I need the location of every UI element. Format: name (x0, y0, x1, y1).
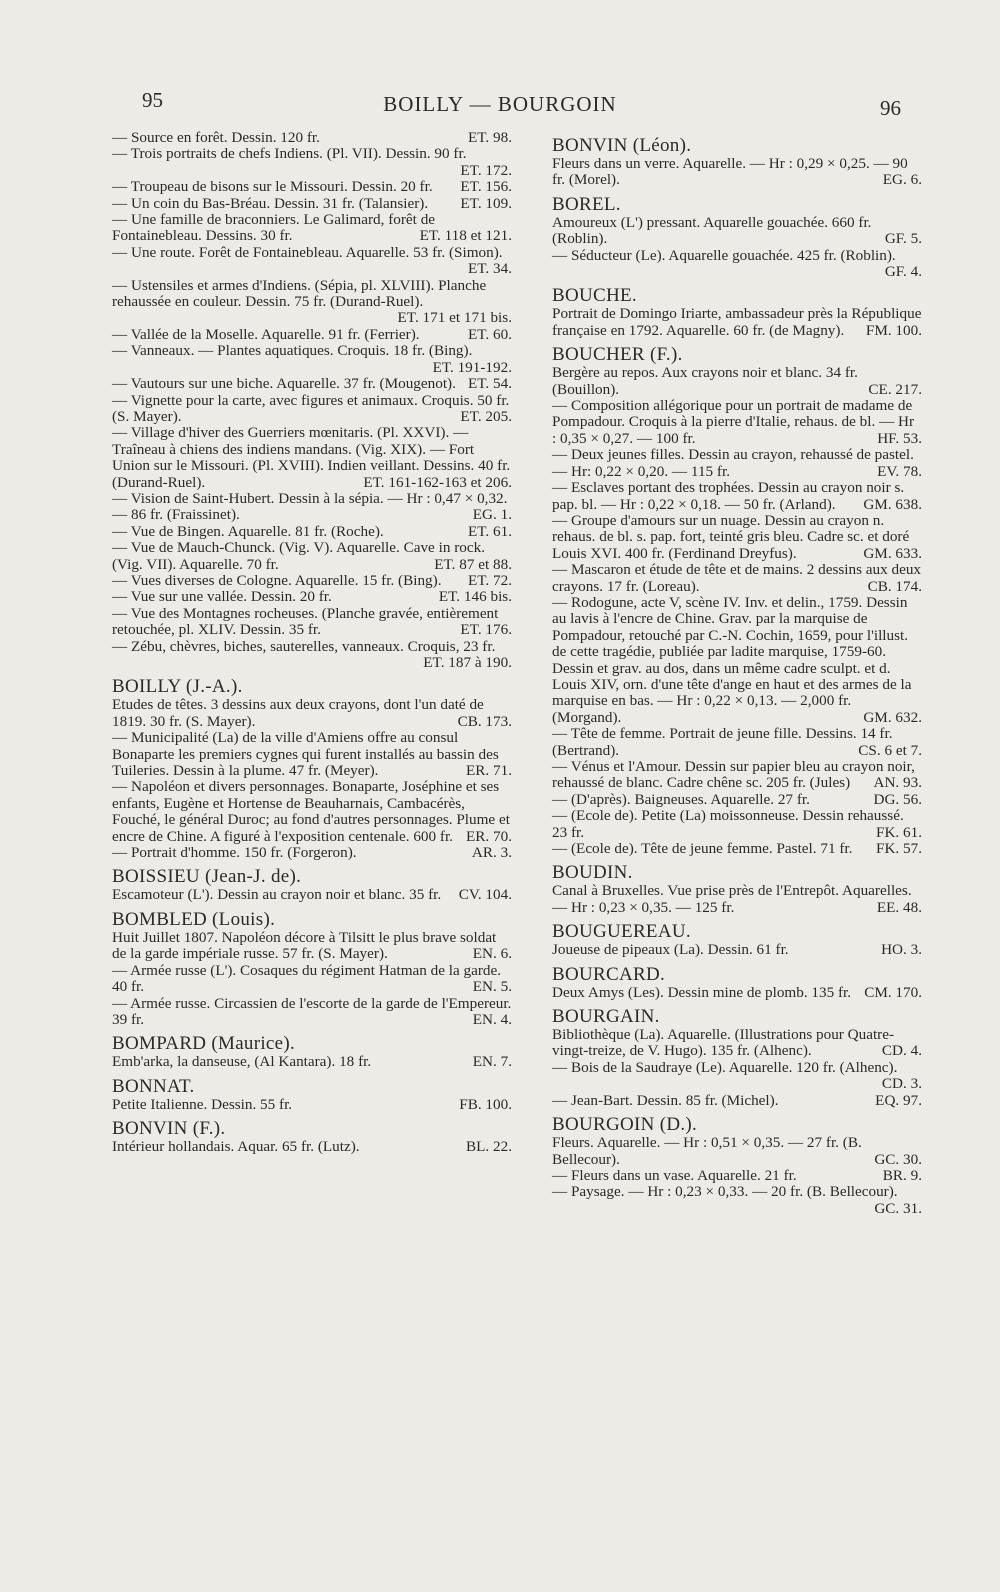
sale-reference: CM. 170. (864, 983, 922, 1001)
entry-text: Petite Italienne. Dessin. 55 fr. (112, 1095, 293, 1113)
page-number-right: 96 (880, 96, 901, 120)
sale-reference: CB. 173. (457, 712, 512, 730)
entry-text: — Troupeau de bisons sur le Missouri. Dessin. 20 fr. (112, 178, 433, 196)
entry-text: — Armée russe (L'). Cosaques du régiment Hatman de la garde. 40 fr. (112, 961, 502, 996)
entry-text: Deux Amys (Les). Dessin mine de plomb. 135 fr. (552, 983, 852, 1001)
catalog-entry (112, 540, 512, 573)
sale-reference: ET. 156. (460, 178, 512, 196)
entry-text: — Zébu, chèvres, biches, sauterelles, vanneaux. Croquis, 23 fr. (112, 637, 496, 655)
entry-text: — Vénus et l'Amour. Dessin sur papier bleu au crayon noir, rehaussé de blanc. Cadre chêne sc. 205 fr. (Jules) (552, 758, 915, 792)
artist-heading: BOILLY (J.-A.). (112, 676, 243, 698)
catalog-entry (112, 278, 512, 327)
sale-reference: HO. 3. (881, 941, 922, 959)
entry-text: Canal à Bruxelles. Vue prise près de l'Entrepôt. Aquarelles.— Hr : 0,23 × 0,35. — 125 fr. (552, 882, 912, 916)
catalog-entry (552, 1168, 922, 1184)
entry-text: — Esclaves portant des trophées. Dessin au crayon noir s. pap. bl. — Hr : 0,22 × 0,18. — 50 fr. (Arland). (552, 479, 905, 513)
sale-reference: EG. 6. (882, 171, 922, 189)
entry-text: Bibliothèque (La). Aquarelle. (Illustrations pour Quatre-vingt-treize, de V. Hugo). 135 fr. (Alhenc). (552, 1026, 895, 1060)
sale-reference: EG. 1. (472, 506, 512, 524)
sale-reference: CD. 3. (881, 1075, 922, 1093)
catalog-entry (552, 480, 922, 513)
entry-text: — Une famille de braconniers. Le Galimard, forêt de Fontainebleau. Dessins. 30 fr. (112, 211, 436, 245)
entry-text: — Jean-Bart. Dessin. 85 fr. (Michel). (552, 1091, 779, 1109)
sale-reference: HF. 53. (877, 429, 922, 447)
entry-text: — Groupe d'amours sur un nuage. Dessin au crayon n. rehaus. de bl. s. pap. fort, teinté gris bleu. Cadre sc. et doré Louis XVI. 400 fr. (Ferdinand Dreyfus). (552, 511, 910, 562)
entry-text: Emb'arka, la danseuse, (Al Kantara). 18 fr. (112, 1053, 372, 1071)
sale-reference: BR. 9. (882, 1166, 922, 1184)
sale-reference: EN. 4. (472, 1010, 512, 1028)
catalog-entry (552, 1093, 922, 1109)
sale-reference: BL. 22. (466, 1138, 512, 1156)
artist-heading: BOURGOIN (D.). (552, 1114, 698, 1136)
entry-text: — Séducteur (Le). Aquarelle gouachée. 425 fr. (Roblin). (552, 246, 896, 264)
sale-reference: EN. 6. (472, 945, 512, 963)
sale-reference: GC. 31. (874, 1199, 922, 1217)
entry-text: — Trois portraits de chefs Indiens. (Pl. VII). Dessin. 90 fr. (112, 145, 467, 163)
catalog-entry (552, 365, 922, 398)
sale-reference: GF. 4. (884, 263, 922, 281)
catalog-entry (112, 146, 512, 179)
catalog-entry (112, 996, 512, 1029)
entry-text: — Vision de Saint-Hubert. Dessin à la sépia. — Hr : 0,47 × 0,32. — 86 fr. (Fraissinet). (112, 489, 508, 524)
entry-text: — (Ecole de). Petite (La) moissonneuse. Dessin rehaussé. 23 fr. (552, 807, 904, 841)
catalog-entry (552, 595, 922, 726)
artist-heading: BONVIN (F.). (112, 1118, 226, 1140)
entry-text: — Vallée de la Moselle. Aquarelle. 91 fr. (Ferrier). (112, 325, 420, 343)
catalog-entry (112, 491, 512, 524)
artist-heading: BONNAT. (112, 1075, 195, 1097)
catalog-entry (112, 130, 512, 146)
entry-text: — Vignette pour la carte, avec figures et animaux. Croquis. 50 fr. (S. Mayer). (112, 391, 510, 425)
artist-heading: BOUGUEREAU. (552, 921, 691, 943)
sale-reference: ET. 61. (467, 522, 512, 540)
entry-text: Escamoteur (L'). Dessin au crayon noir et blanc. 35 fr. (112, 886, 442, 904)
sale-reference: ET. 176. (460, 621, 512, 639)
catalog-entry (112, 327, 512, 343)
left-column (112, 130, 512, 1156)
catalog-entry (112, 425, 512, 491)
sale-reference: ET. 172. (460, 161, 512, 179)
entry-text: — Composition allégorique pour un portrait de madame de Pompadour. Croquis à la pierre d'Italie, rehaus. de bl. — Hr : 0,35 × 0,27. — 100 fr. (552, 397, 915, 447)
catalog-entry (112, 376, 512, 392)
sale-reference: CE. 217. (868, 380, 922, 398)
catalog-entry (552, 1060, 922, 1093)
sale-reference: ET. 72. (467, 571, 512, 589)
sale-reference: AN. 93. (873, 774, 922, 792)
artist-heading: BONVIN (Léon). (552, 135, 692, 156)
catalog-entry (112, 845, 512, 861)
sale-reference: ET. 161-162-163 et 206. (363, 473, 512, 491)
catalog-entry (552, 562, 922, 595)
artist-heading: BOREL. (552, 193, 621, 215)
sale-reference: ET. 187 à 190. (423, 654, 512, 671)
catalog-entry (552, 841, 922, 857)
sale-reference: ET. 54. (467, 375, 512, 393)
entry-text: — Vue des Montagnes rocheuses. (Planche gravée, entièrement retouchée, pl. XLIV. Dessin. 35 fr. (112, 604, 499, 639)
catalog-entry (112, 524, 512, 540)
sale-reference: GF. 5. (884, 230, 922, 248)
sale-reference: ET. 191-192. (432, 358, 512, 376)
sale-reference: EQ. 97. (875, 1091, 922, 1109)
sale-reference: DG. 56. (873, 790, 922, 808)
sale-reference: EN. 5. (472, 978, 512, 996)
entry-text: — Fleurs dans un vase. Aquarelle. 21 fr. (552, 1166, 797, 1184)
catalog-entry (552, 248, 922, 281)
catalog-entry (552, 1027, 922, 1060)
catalog-entry (112, 589, 512, 605)
entry-text: — Mascaron et étude de tête et de mains. 2 dessins aux deux crayons. 17 fr. (Loreau). (552, 561, 922, 595)
artist-heading: BOUDIN. (552, 862, 633, 884)
sale-reference: ET. 171 et 171 bis. (397, 309, 512, 327)
catalog-entry (552, 306, 922, 339)
entry-text: Etudes de têtes. 3 dessins aux deux crayons, dont l'un daté de 1819. 30 fr. (S. Mayer). (112, 696, 484, 730)
sale-reference: CB. 174. (867, 577, 922, 595)
sale-reference: FB. 100. (459, 1095, 512, 1113)
entry-text: — Village d'hiver des Guerriers mœnitaris. (Pl. XXVI). — Traîneau à chiens des indiens mandans. (Vig. XIX). — Fort Union sur le Missouri. (Pl. XVIII). Indien veillant. Dessins. 40 fr. (Durand-Ruel). (112, 424, 511, 491)
sale-reference: AR. 3. (471, 844, 512, 862)
catalog-entry (112, 639, 512, 672)
sale-reference: CD. 4. (881, 1042, 922, 1060)
running-title: BOILLY — BOURGOIN (383, 92, 617, 116)
sale-reference: ET. 146 bis. (438, 588, 512, 606)
sale-reference: ER. 71. (466, 762, 512, 780)
entry-text: — Municipalité (La) de la ville d'Amiens offre au consul Bonaparte les premiers cygnes qui furent installés au bassin des Tuileries. Dessin à la plume. 47 fr. (Meyer). (112, 729, 499, 780)
entry-text: — Une route. Forêt de Fontainebleau. Aquarelle. 53 fr. (Simon). (112, 243, 503, 261)
catalog-entry (112, 730, 512, 779)
sale-reference: GM. 633. (863, 544, 922, 562)
entry-text: — Napoléon et divers personnages. Bonaparte, Joséphine et ses enfants, Eugène et Hortense de Beauharnais, Cambacérès, Fouché, le général Duroc; au fond d'autres personnages. Plume et encre de Chine. A figuré à l'exposition centenale. 600 fr. (112, 778, 510, 845)
sale-reference: GM. 638. (863, 495, 922, 513)
entry-text: Amoureux (L') pressant. Aquarelle gouachée. 660 fr. (Roblin). (552, 213, 872, 248)
artist-heading: BOURGAIN. (552, 1006, 660, 1028)
sale-reference: GC. 30. (874, 1150, 922, 1168)
catalog-entry (552, 808, 922, 841)
catalog-entry (112, 963, 512, 996)
artist-heading: BOMPARD (Maurice). (112, 1033, 296, 1055)
entry-text: Intérieur hollandais. Aquar. 65 fr. (Lutz). (112, 1138, 360, 1156)
entry-text: — Source en forêt. Dessin. 120 fr. (112, 129, 320, 146)
entry-text: — Paysage. — Hr : 0,23 × 0,33. — 20 fr. (B. Bellecour). (552, 1183, 898, 1201)
catalog-entry (112, 573, 512, 589)
sale-reference: ET. 98. (467, 129, 512, 146)
entry-text: — Vanneaux. — Plantes aquatiques. Croquis. 18 fr. (Bing). (112, 342, 473, 360)
entry-text: Fleurs. Aquarelle. — Hr : 0,51 × 0,35. — 27 fr. (B. Bellecour). (552, 1134, 862, 1168)
entry-text: — (Ecole de). Tête de jeune femme. Pastel. 71 fr. (552, 840, 853, 858)
entry-text: — Vue de Mauch-Chunck. (Vig. V). Aquarelle. Cave in rock. (Vig. VII). Aquarelle. 70 fr. (112, 539, 485, 573)
catalog-entry (552, 985, 922, 1001)
catalog-entry (552, 942, 922, 958)
catalog-entry (112, 393, 512, 426)
entry-text: — Armée russe. Circassien de l'escorte de la garde de l'Empereur. 39 fr. (112, 994, 512, 1028)
catalog-entry (552, 513, 922, 562)
sale-reference: ET. 87 et 88. (434, 555, 512, 573)
sale-reference: CV. 104. (458, 886, 512, 904)
sale-reference: EN. 7. (472, 1053, 512, 1071)
catalog-entry (552, 759, 922, 792)
entry-text: Fleurs dans un verre. Aquarelle. — Hr : 0,29 × 0,25. — 90 fr. (Morel). (552, 155, 908, 189)
entry-text: — Bois de la Saudraye (Le). Aquarelle. 120 fr. (Alhenc). (552, 1058, 898, 1076)
sale-reference: EE. 48. (876, 898, 922, 916)
sale-reference: FM. 100. (865, 321, 922, 339)
entry-text: Huit Juillet 1807. Napoléon décore à Tilsitt le plus brave soldat de la garde impériale russe. 57 fr. (S. Mayer). (112, 928, 497, 963)
catalog-entry (112, 179, 512, 195)
entry-text: — Vue sur une vallée. Dessin. 20 fr. (112, 588, 332, 606)
catalog-entry (552, 883, 922, 916)
entry-text: — Deux jeunes filles. Dessin au crayon, rehaussé de pastel. — Hr: 0,22 × 0,20. — 115 fr. (552, 446, 914, 480)
sale-reference: ET. 34. (467, 260, 512, 278)
page-number-left: 95 (142, 88, 163, 112)
artist-heading: BOURCARD. (552, 963, 666, 985)
entry-text: — Rodogune, acte V, scène IV. Inv. et delin., 1759. Dessin au lavis à l'encre de Chine. Grav. par la marquise de Pompadour, retouché par C.-N. Cochin, 1659, pour l'illust. de cette tragédie, publiée par ladite marquise, 1759-60. Dessin et grav. au dos, dans un même cadre sculpt. et d. Louis XIV, orn. d'une tête d'ange en haut et des armes de la marquise en bas. — Hr : 0,22 × 0,13. — 2,000 fr. (Morgand). (552, 593, 912, 726)
catalog-entry (552, 792, 922, 808)
sale-reference: CS. 6 et 7. (858, 741, 922, 759)
entry-text: — (D'après). Baigneuses. Aquarelle. 27 fr. (552, 790, 810, 808)
catalog-entry (552, 215, 922, 248)
catalog-entry (112, 930, 512, 963)
catalog-entry (552, 1184, 922, 1217)
entry-text: — Tête de femme. Portrait de jeune fille. Dessins. 14 fr. (Bertrand). (552, 725, 893, 759)
catalog-entry (112, 196, 512, 212)
sale-reference: ET. 205. (460, 407, 512, 425)
sale-reference: FK. 57. (876, 840, 922, 858)
catalog-entry (552, 447, 922, 480)
entry-text: Portrait de Domingo Iriarte, ambassadeur près la République française en 1792. Aquarelle. 60 fr. (de Magny). (552, 305, 922, 339)
catalog-entry (552, 156, 922, 189)
catalog-entry (112, 606, 512, 639)
catalog-entry (112, 1139, 512, 1155)
sale-reference: GM. 632. (863, 708, 922, 726)
page-header (0, 84, 1000, 124)
artist-heading: BOMBLED (Louis). (112, 908, 276, 930)
sale-reference: ET. 109. (460, 194, 512, 212)
artist-heading: BOISSIEU (Jean-J. de). (112, 866, 302, 888)
sale-reference: ET. 60. (467, 325, 512, 343)
artist-heading: BOUCHE. (552, 285, 637, 307)
catalog-entry (112, 697, 512, 730)
catalog-entry (112, 212, 512, 245)
entry-text: Joueuse de pipeaux (La). Dessin. 61 fr. (552, 941, 789, 959)
catalog-entry (552, 726, 922, 759)
artist-heading: BOUCHER (F.). (552, 344, 683, 366)
entry-text: — Vues diverses de Cologne. Aquarelle. 15 fr. (Bing). (112, 571, 442, 589)
catalog-entry (112, 245, 512, 278)
catalog-entry (112, 343, 512, 376)
catalog-entry (112, 1054, 512, 1070)
entry-text: — Ustensiles et armes d'Indiens. (Sépia, pl. XLVIII). Planche rehaussée en couleur. Dessin. 75 fr. (Durand-Ruel). (112, 276, 487, 311)
entry-text: — Un coin du Bas-Bréau. Dessin. 31 fr. (Talansier). (112, 194, 429, 212)
entry-text: — Vue de Bingen. Aquarelle. 81 fr. (Roche). (112, 522, 384, 540)
entry-text: Bergère au repos. Aux crayons noir et blanc. 34 fr. (Bouillon). (552, 364, 858, 398)
sale-reference: FK. 61. (876, 823, 922, 841)
sale-reference: ER. 70. (466, 827, 512, 845)
entry-text: — Portrait d'homme. 150 fr. (Forgeron). (112, 844, 357, 862)
right-column (552, 130, 922, 1217)
catalog-entry (552, 1135, 922, 1168)
catalog-entry (112, 1097, 512, 1113)
sale-reference: ET. 118 et 121. (419, 227, 512, 245)
entry-text: — Vautours sur une biche. Aquarelle. 37 fr. (Mougenot). (112, 375, 456, 393)
catalog-entry (112, 779, 512, 845)
catalog-entry (112, 887, 512, 903)
sale-reference: EV. 78. (877, 462, 922, 480)
catalog-entry (552, 398, 922, 447)
